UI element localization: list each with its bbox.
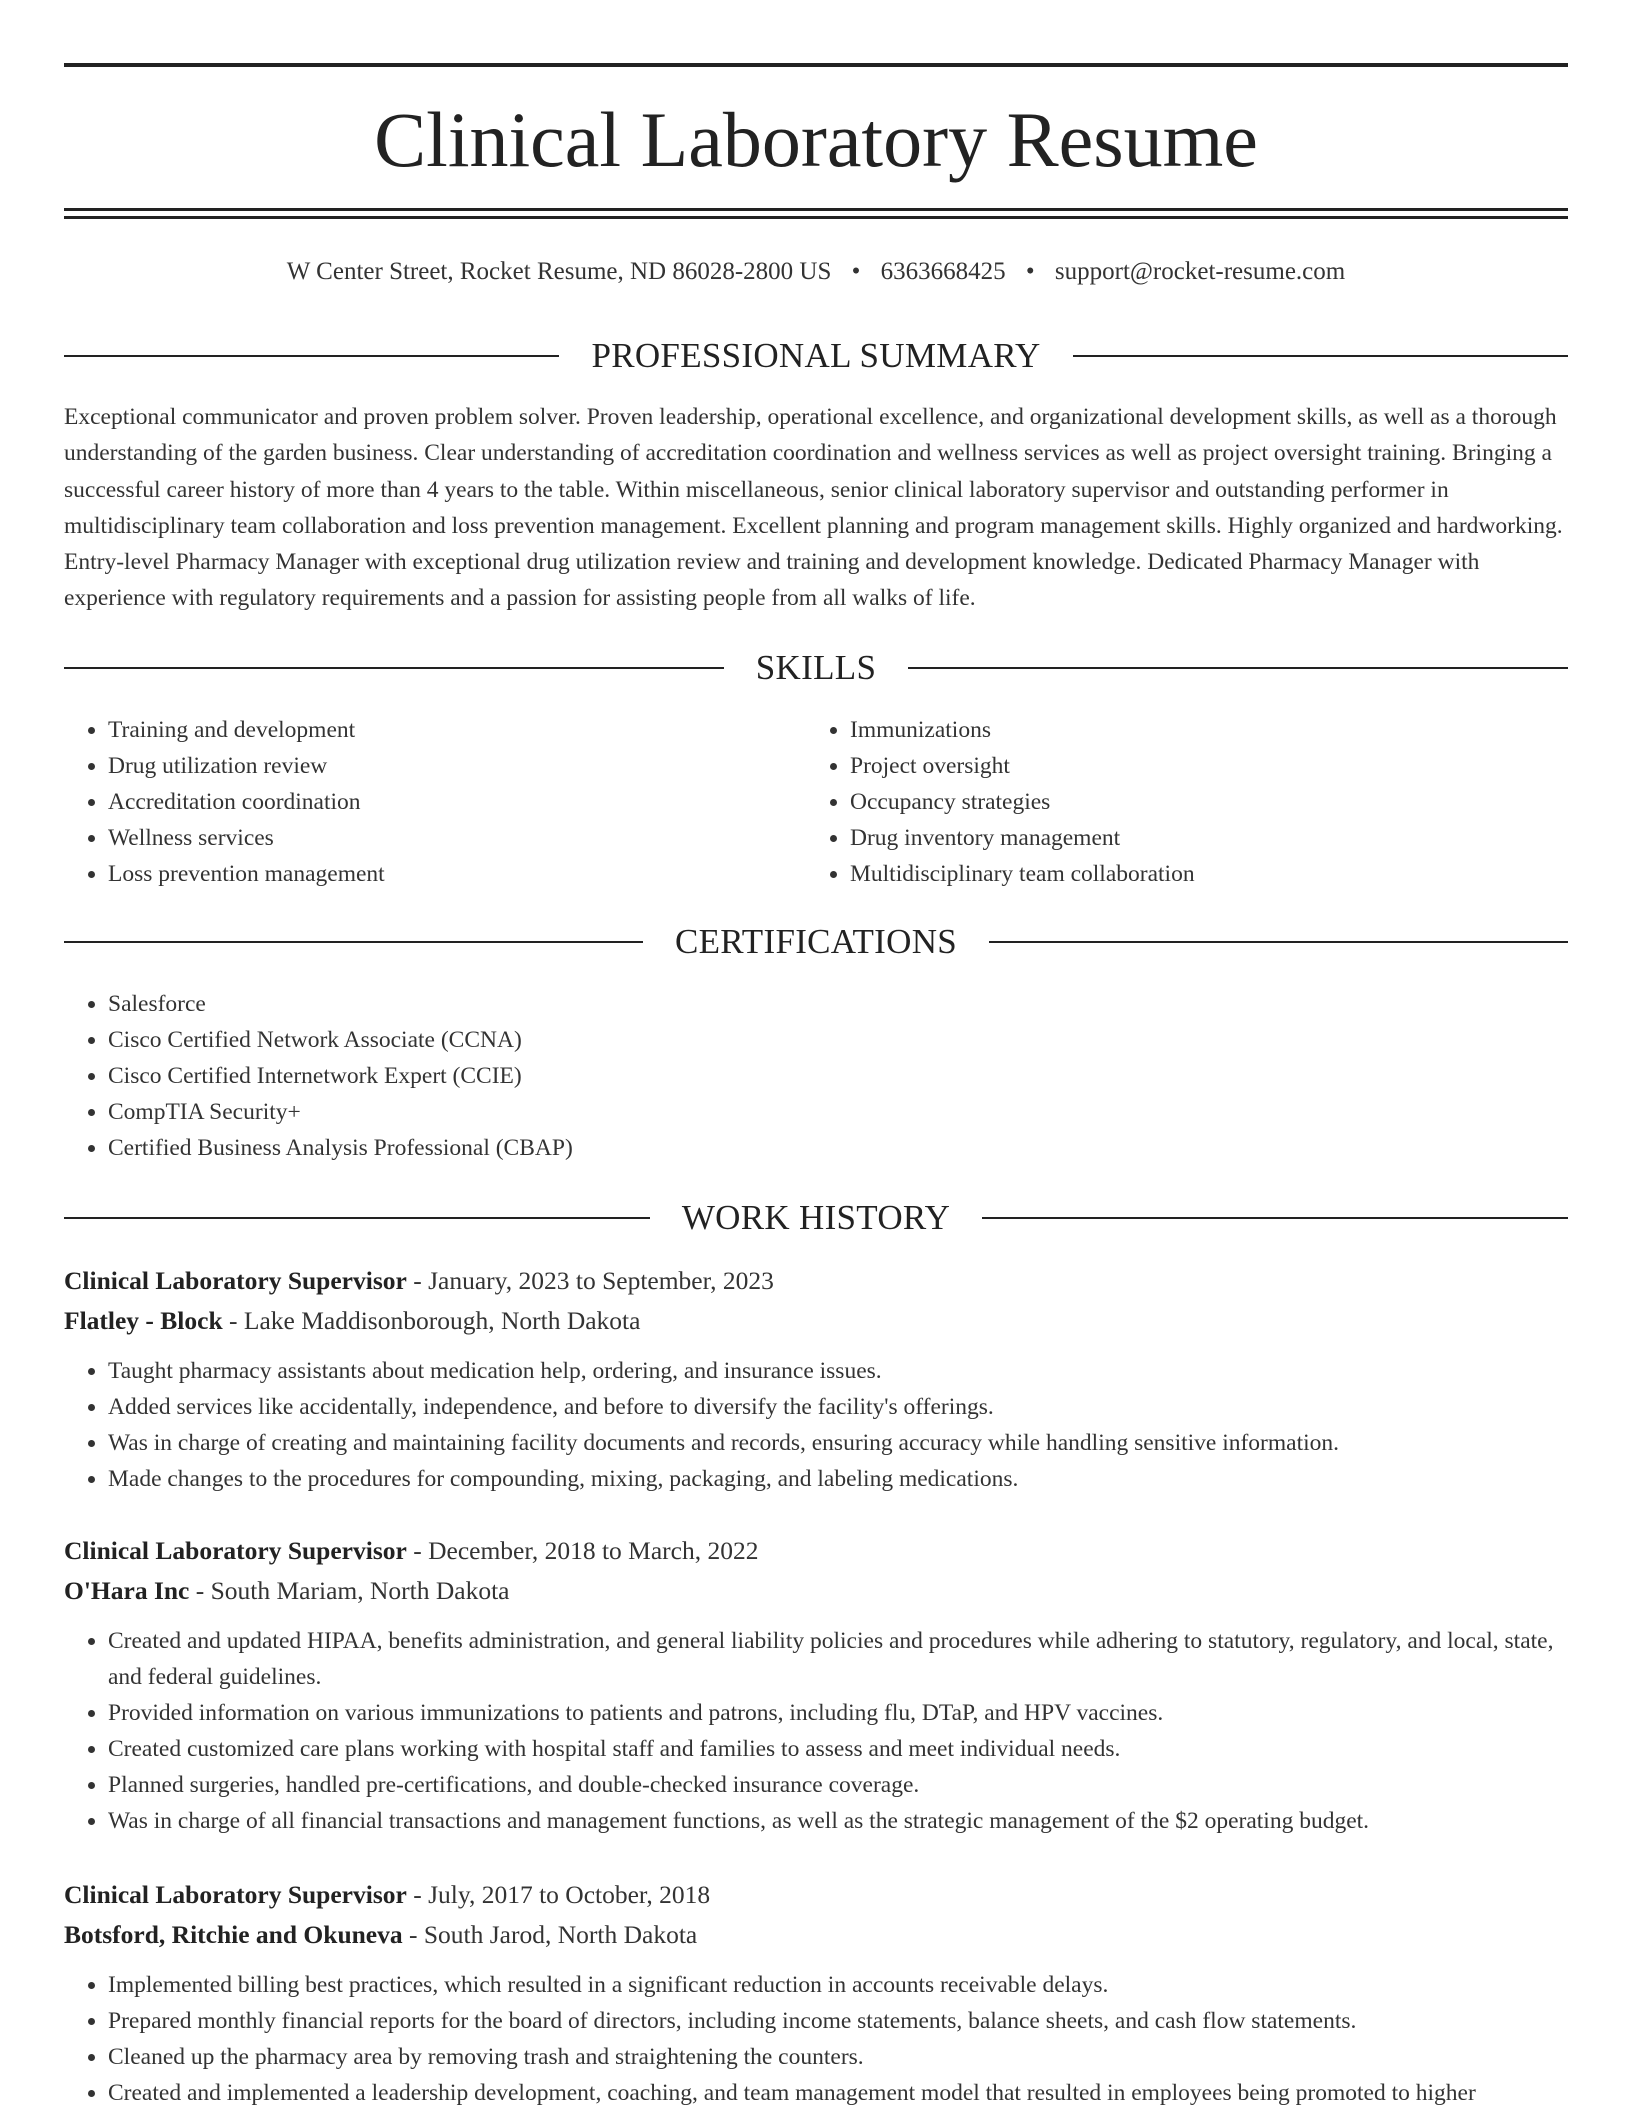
- job-location: - Lake Maddisonborough, North Dakota: [222, 1306, 641, 1335]
- job-duties-list: [64, 1967, 1568, 2111]
- heading-label: SKILLS: [755, 648, 877, 687]
- skill-item: • Drug inventory management: [850, 820, 1566, 856]
- certifications-list: [64, 986, 1568, 1166]
- skill-item: • Immunizations: [850, 712, 1566, 748]
- certification-item: • CompTIA Security+: [108, 1094, 1568, 1130]
- job-company: Flatley - Block: [64, 1306, 223, 1335]
- heading-rule: [982, 1217, 1568, 1219]
- skill-item: • Multidisciplinary team collaboration: [850, 856, 1566, 892]
- heading-rule: [989, 941, 1568, 943]
- heading-rule: [1073, 355, 1568, 357]
- job-title-line: [64, 1261, 1568, 1301]
- job-duty-item: • Prepared monthly financial reports for the board of directors, including income statements, balance sheets, and cash flow statements.: [108, 2003, 1568, 2039]
- skill-item: • Drug utilization review: [108, 748, 804, 784]
- title-double-rule: [64, 208, 1568, 219]
- heading-label: WORK HISTORY: [681, 1198, 951, 1237]
- job-dates: - July, 2017 to October, 2018: [406, 1880, 711, 1909]
- heading-label: PROFESSIONAL SUMMARY: [591, 336, 1041, 375]
- job-duties-list: [64, 1353, 1568, 1497]
- job-duty-item: • Implemented billing best practices, which resulted in a significant reduction in accounts receivable delays.: [108, 1967, 1568, 2003]
- job-entry: [64, 1261, 1568, 1497]
- professional-summary-text: Exceptional communicator and proven problem solver. Proven leadership, operational excellence, and organizational development skills, as well as a thorough understanding of the garden business. Clear understanding of accreditation coordination and wellness services as well as project oversight training. Bringing a successful career history of more than 4 years to the table. Within miscellaneous, senior clinical laboratory supervisor and outstanding performer in multidisciplinary team collaboration and loss prevention management. Excellent planning and program management skills. Highly organized and hardworking. Entry-level Pharmacy Manager with exceptional drug utilization review and training and development knowledge. Dedicated Pharmacy Manager with experience with regulatory requirements and a passion for assisting people from all walks of life.: [64, 404, 1563, 612]
- section-heading-summary: [64, 334, 1568, 378]
- job-duty-item: • Created customized care plans working with hospital staff and families to assess and meet individual needs.: [108, 1731, 1568, 1767]
- skill-item: • Occupancy strategies: [850, 784, 1566, 820]
- job-role: Clinical Laboratory Supervisor: [64, 1536, 407, 1565]
- job-title-line: [64, 1875, 1568, 1915]
- certification-item: • Cisco Certified Internetwork Expert (CCIE): [108, 1058, 1568, 1094]
- skill-item: • Wellness services: [108, 820, 804, 856]
- contact-separator: •: [1025, 258, 1035, 285]
- skill-item: • Accreditation coordination: [108, 784, 804, 820]
- job-duty-item: • Was in charge of all financial transactions and management functions, as well as the strategic management of the $2 operating budget.: [108, 1803, 1568, 1839]
- certification-item: • Certified Business Analysis Professional (CBAP): [108, 1130, 1568, 1166]
- job-role: Clinical Laboratory Supervisor: [64, 1266, 407, 1295]
- job-company: O'Hara Inc: [64, 1576, 190, 1605]
- section-heading-certifications: [64, 920, 1568, 964]
- certifications-block: [64, 986, 1568, 1166]
- job-location: - South Mariam, North Dakota: [189, 1576, 510, 1605]
- skills-column-left: [64, 712, 804, 892]
- job-title-line: [64, 1531, 1568, 1571]
- contact-email: support@rocket-resume.com: [1054, 258, 1346, 285]
- heading-rule: [64, 941, 643, 943]
- contact-phone: 6363668425: [880, 258, 1006, 285]
- contact-line: [64, 252, 1568, 292]
- job-role: Clinical Laboratory Supervisor: [64, 1880, 407, 1909]
- job-duties-list: [64, 1623, 1568, 1839]
- job-duty-item: • Planned surgeries, handled pre-certifications, and double-checked insurance coverage.: [108, 1767, 1568, 1803]
- skills-column-right: [806, 712, 1566, 892]
- job-company-line: [64, 1915, 1568, 1955]
- job-dates: - January, 2023 to September, 2023: [406, 1266, 774, 1295]
- job-duty-item: • Made changes to the procedures for compounding, mixing, packaging, and labeling medications.: [108, 1461, 1568, 1497]
- job-location: - South Jarod, North Dakota: [402, 1920, 698, 1949]
- job-dates: - December, 2018 to March, 2022: [406, 1536, 759, 1565]
- certification-item: • Salesforce: [108, 986, 1568, 1022]
- certification-item: • Cisco Certified Network Associate (CCNA): [108, 1022, 1568, 1058]
- job-entry: [64, 1875, 1568, 2111]
- heading-rule: [908, 667, 1568, 669]
- skill-item: • Project oversight: [850, 748, 1566, 784]
- job-company-line: [64, 1571, 1568, 1611]
- job-duty-item: • Provided information on various immunizations to patients and patrons, including flu, DTaP, and HPV vaccines.: [108, 1695, 1568, 1731]
- job-duty-item: • Created and updated HIPAA, benefits administration, and general liability policies and procedures while adhering to statutory, regulatory, and local, state, and federal guidelines.: [108, 1623, 1568, 1695]
- job-duty-item: • Created and implemented a leadership development, coaching, and team management model that resulted in employees being promoted to higher: [108, 2075, 1568, 2111]
- job-company: Botsford, Ritchie and Okuneva: [64, 1920, 403, 1949]
- job-duty-item: • Cleaned up the pharmacy area by removing trash and straightening the counters.: [108, 2039, 1568, 2075]
- skill-item: • Training and development: [108, 712, 804, 748]
- job-duty-item: • Was in charge of creating and maintaining facility documents and records, ensuring accuracy while handling sensitive information.: [108, 1425, 1568, 1461]
- section-heading-work-history: [64, 1196, 1568, 1240]
- skill-item: • Loss prevention management: [108, 856, 804, 892]
- job-entry: [64, 1531, 1568, 1839]
- section-heading-skills: [64, 646, 1568, 690]
- heading-rule: [64, 667, 724, 669]
- job-duty-item: • Added services like accidentally, independence, and before to diversify the facility's offerings.: [108, 1389, 1568, 1425]
- job-duty-item: • Taught pharmacy assistants about medication help, ordering, and insurance issues.: [108, 1353, 1568, 1389]
- resume-title: Clinical Laboratory Resume: [374, 96, 1258, 183]
- heading-rule: [64, 355, 559, 357]
- heading-label: CERTIFICATIONS: [674, 922, 958, 961]
- heading-rule: [64, 1217, 650, 1219]
- top-rule: [64, 63, 1568, 67]
- job-company-line: [64, 1301, 1568, 1341]
- skills-list: [64, 712, 804, 892]
- contact-address: W Center Street, Rocket Resume, ND 86028-2800 US: [286, 258, 832, 285]
- skills-list: [806, 712, 1566, 892]
- contact-separator: •: [851, 258, 861, 285]
